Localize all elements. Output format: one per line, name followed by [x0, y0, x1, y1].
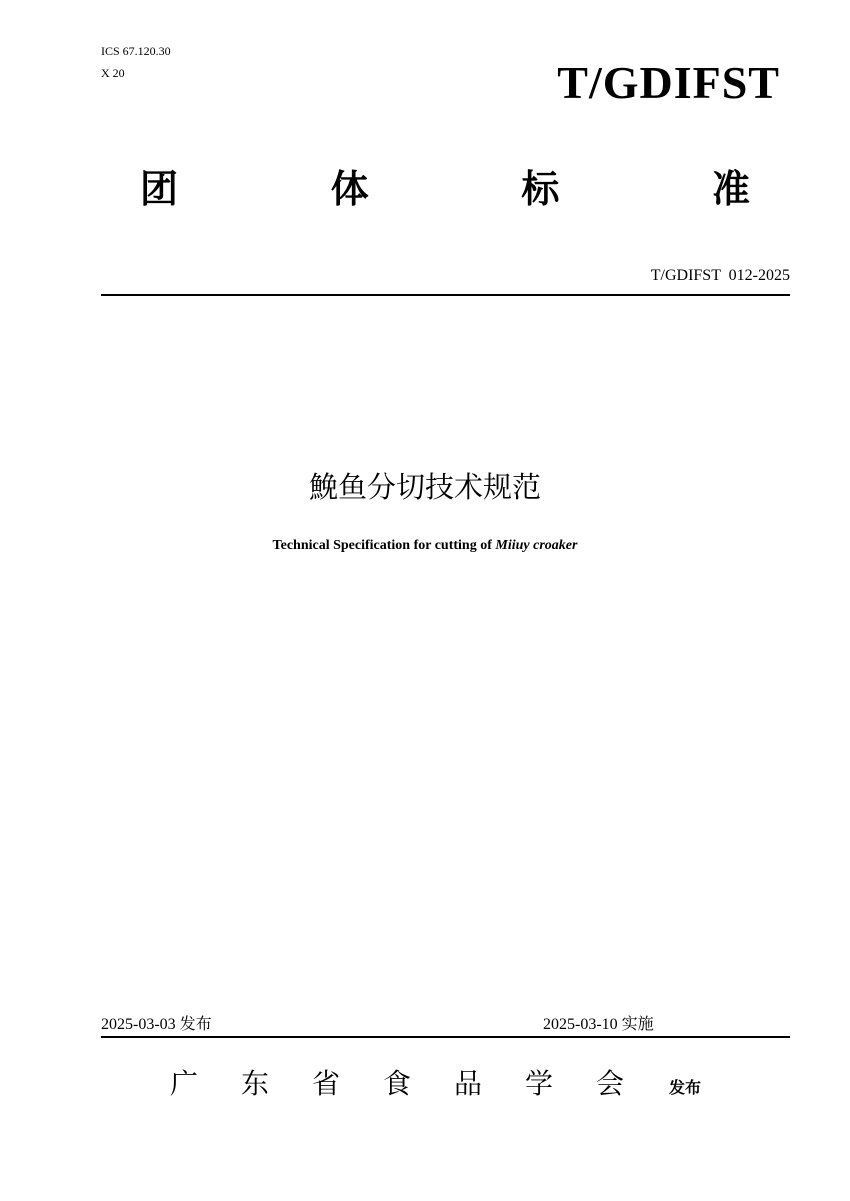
top-divider: [101, 294, 790, 296]
publisher-char: 东: [241, 1067, 270, 1100]
publisher-release-label: 发布: [669, 1078, 702, 1097]
subtitle-species: Miiuy croaker: [495, 538, 578, 553]
standard-mark: T/GDIFST: [557, 57, 780, 108]
category-char: 准: [711, 167, 750, 211]
bottom-divider: [101, 1036, 790, 1038]
category-char: 团: [140, 167, 179, 211]
publisher-char: 食: [383, 1067, 412, 1100]
subtitle-text: Technical Specification for cutting of: [272, 538, 496, 553]
standard-category: [100, 167, 790, 211]
category-char: 标: [521, 167, 560, 211]
publisher: [170, 1067, 702, 1100]
publish-date: 2025-03-03 发布: [101, 1016, 212, 1033]
category-char: 体: [330, 167, 369, 211]
implement-date: 2025-03-10 实施: [543, 1016, 654, 1033]
publisher-char: 学: [525, 1067, 554, 1100]
publisher-char: 会: [596, 1067, 625, 1100]
standard-number: T/GDIFST 012-2025: [650, 267, 790, 284]
publisher-char: 广: [170, 1067, 199, 1100]
classification-code: X 20: [101, 66, 125, 80]
publisher-char: 品: [454, 1067, 483, 1100]
publisher-char: 省: [312, 1067, 341, 1100]
document-title: 鮸鱼分切技术规范: [308, 470, 541, 504]
ics-code: ICS 67.120.30: [101, 44, 171, 58]
document-subtitle: [0, 539, 850, 553]
